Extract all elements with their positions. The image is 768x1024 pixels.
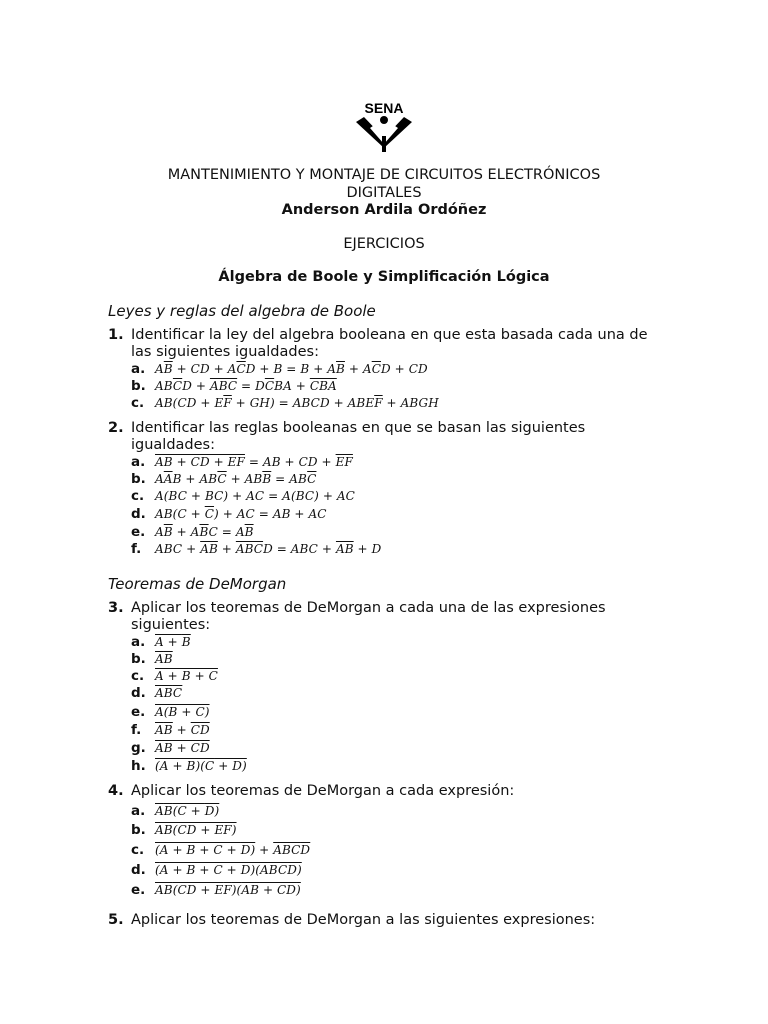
list-item	[131, 489, 355, 504]
sena-logo-text: SENA	[364, 100, 404, 116]
item-label: b.	[131, 378, 146, 394]
expression: $A\overline{A}B + AB\overline{C} + AB\overline{B} = AB\overline{C}$	[155, 472, 317, 486]
list-item	[131, 455, 353, 470]
question-text: Aplicar los teoremas de DeMorgan a cada expresión:	[131, 783, 515, 799]
item-label: c.	[131, 668, 145, 684]
sena-logo	[346, 100, 422, 152]
item-label: f.	[131, 722, 142, 738]
item-label: c.	[131, 842, 145, 858]
question-number: 4.	[108, 783, 124, 799]
question-2	[108, 420, 651, 454]
item-label: h.	[131, 758, 146, 774]
expression: $A\overline{B}$ + CD + $A\overline{C}D + B = B + A\overline{B} + A\overline{C}D$ + CD	[155, 362, 428, 376]
question-3	[108, 600, 651, 634]
expression: $AB(C + \overline{C})$ + AC = AB + AC	[155, 507, 327, 521]
question-text: Aplicar los teoremas de DeMorgan a las siguientes expresiones:	[131, 912, 596, 928]
item-label: f.	[131, 541, 142, 557]
item-label: a.	[131, 454, 146, 470]
expression: AB(CD + EF)(AB + CD)	[155, 883, 301, 897]
list-item	[131, 652, 173, 667]
item-label: d.	[131, 506, 146, 522]
item-label: c.	[131, 395, 145, 411]
question-number: 3.	[108, 600, 124, 616]
question-1	[108, 327, 651, 361]
expression: AB + $\overline{CD}$	[155, 723, 210, 737]
expression: $AB(CD + E\overline{F} + GH)$ = ABCD + $ABE\overline{F}$ + ABGH	[155, 396, 439, 410]
item-label: a.	[131, 634, 146, 650]
expression: AB(CD + EF)	[155, 823, 237, 837]
expression: $A\overline{B} + A\overline{B}C = A\overline{B}$	[155, 525, 254, 539]
question-text: Identificar las reglas booleanas en que se basan las siguientes igualdades:	[131, 420, 586, 453]
list-item	[131, 472, 316, 487]
list-item	[131, 804, 219, 819]
item-label: e.	[131, 524, 146, 540]
question-number: 1.	[108, 327, 124, 343]
list-item	[131, 525, 254, 540]
question-text: Aplicar los teoremas de DeMorgan a cada una de las expresiones siguientes:	[131, 600, 606, 633]
item-label: a.	[131, 803, 146, 819]
course-title-line2: DIGITALES	[346, 185, 422, 201]
item-label: b.	[131, 471, 146, 487]
expression: AB + CD + EF = AB + CD + $\overline{EF}$	[155, 455, 353, 469]
item-label: g.	[131, 740, 146, 756]
item-label: e.	[131, 882, 146, 898]
list-item	[131, 843, 310, 858]
question-number: 5.	[108, 912, 124, 928]
expression: ABC + $\overline{AB} + \overline{ABC}D$ = ABC + $\overline{AB} + D$	[155, 542, 382, 556]
item-label: d.	[131, 862, 146, 878]
item-label: a.	[131, 361, 146, 377]
item-label: e.	[131, 704, 146, 720]
expression: A + B	[155, 635, 191, 649]
list-item	[131, 686, 182, 701]
item-label: c.	[131, 488, 145, 504]
expression: AB(C + D)	[155, 804, 220, 818]
expression: $AB\overline{C}D + \overline{ABC} = D\overline{C}BA + \overline{CBA}$	[155, 379, 337, 393]
list-item	[131, 379, 337, 394]
list-item	[131, 883, 301, 898]
item-label: b.	[131, 822, 146, 838]
list-item	[131, 635, 191, 650]
expression: (A + B + C + D) + ABCD	[155, 843, 311, 857]
list-item	[131, 705, 210, 720]
section-heading-demorgan: Teoremas de DeMorgan	[108, 575, 287, 593]
question-5	[108, 912, 651, 929]
page-title: Álgebra de Boole y Simplificación Lógica	[218, 269, 550, 285]
item-label: b.	[131, 651, 146, 667]
question-number: 2.	[108, 420, 124, 436]
question-text: Identificar la ley del algebra booleana en que esta basada cada una de las siguientes igualdades:	[131, 327, 648, 360]
expression: AB + CD	[155, 741, 210, 755]
list-item	[131, 396, 439, 411]
list-item	[131, 362, 428, 377]
question-4	[108, 783, 651, 800]
list-item	[131, 507, 327, 522]
expression: AB	[155, 652, 173, 666]
list-item	[131, 669, 218, 684]
list-item	[131, 741, 210, 756]
list-item	[131, 823, 237, 838]
author-name: Anderson Ardila Ordóñez	[281, 202, 487, 218]
expression: ABC	[155, 686, 183, 700]
item-label: d.	[131, 685, 146, 701]
expression: A(BC + BC) + AC = A(BC) + AC	[155, 489, 355, 503]
list-item	[131, 723, 210, 738]
list-item	[131, 542, 381, 557]
section-heading-leyes: Leyes y reglas del algebra de Boole	[108, 302, 376, 320]
expression: (A + B)(C + D)	[155, 759, 247, 773]
expression: A + B + C	[155, 669, 218, 683]
list-item	[131, 863, 302, 878]
list-item	[131, 759, 247, 774]
exercises-label: EJERCICIOS	[343, 236, 425, 252]
course-title-line1: MANTENIMIENTO Y MONTAJE DE CIRCUITOS ELECTRÓNICOS	[167, 167, 601, 183]
expression: A(B + C)	[155, 705, 210, 719]
expression: (A + B + C + D)(ABCD)	[155, 863, 302, 877]
